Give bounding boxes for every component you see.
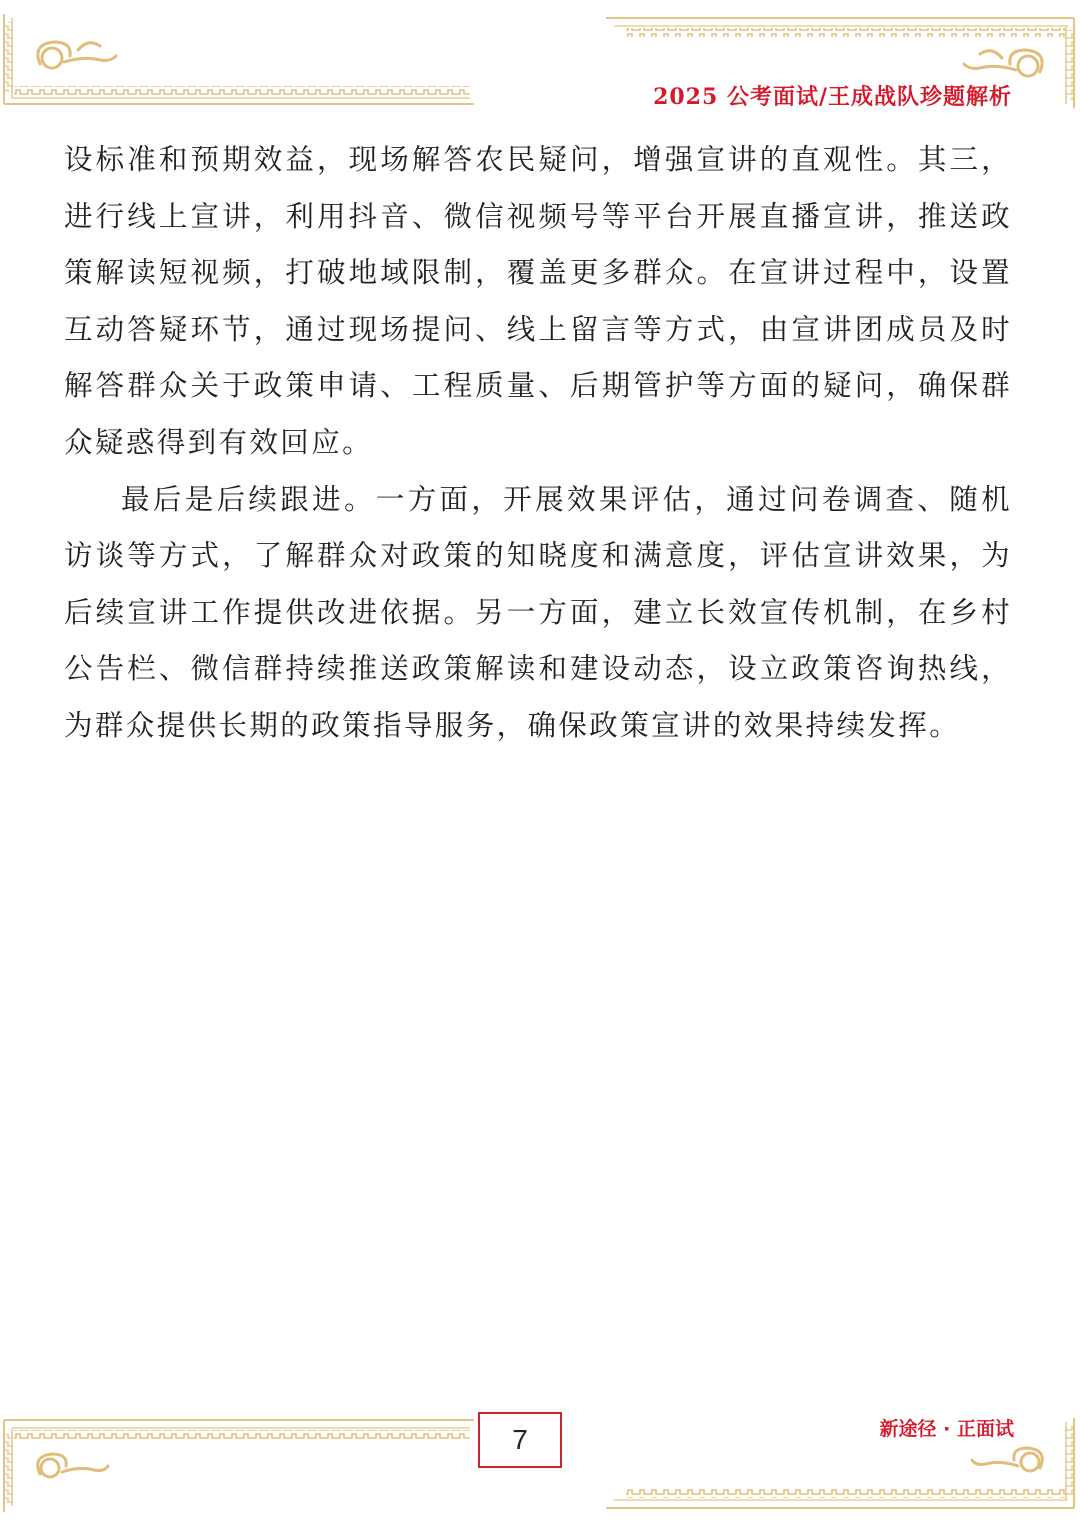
top-right-cloud [964, 50, 1042, 76]
paragraph-1: 设标准和预期效益，现场解答农民疑问，增强宣讲的直观性。其三，进行线上宣讲，利用抖音、微信视频号等平台开展直播宣讲，推送政策解读短视频，打破地域限制，覆盖更多群众。在宣讲过程中，设置互动答疑环节，通过现场提问、线上留言等方式，由宣讲团成员及时解答群众关于政策申请、工程质量、后期管护等方面的疑问，确保群众疑惑得到有效回应。 [64, 143, 1012, 459]
bottom-right-cloud [972, 1448, 1042, 1471]
paragraph-2: 最后是后续跟进。一方面，开展效果评估，通过问卷调查、随机访谈等方式，了解群众对政策的知晓度和满意度，评估宣讲效果，为后续宣讲工作提供改进依据。另一方面，建立长效宣传机制，在乡村公告栏、微信群持续推送政策解读和建设动态，设立政策咨询热线，为群众提供长期的政策指导服务，确保政策宣讲的效果持续发挥。 [64, 482, 1012, 742]
footer-brand: 新途径 · 正面试 [879, 1418, 1014, 1440]
bottom-left-corner [3, 1420, 474, 1512]
bottom-left-cloud [38, 1454, 108, 1477]
document-body [64, 132, 1012, 755]
top-left-cloud [38, 42, 116, 68]
page-number: 7 [478, 1412, 562, 1468]
header-title: 2025 公考面试/王成战队珍题解析 [653, 84, 1012, 110]
